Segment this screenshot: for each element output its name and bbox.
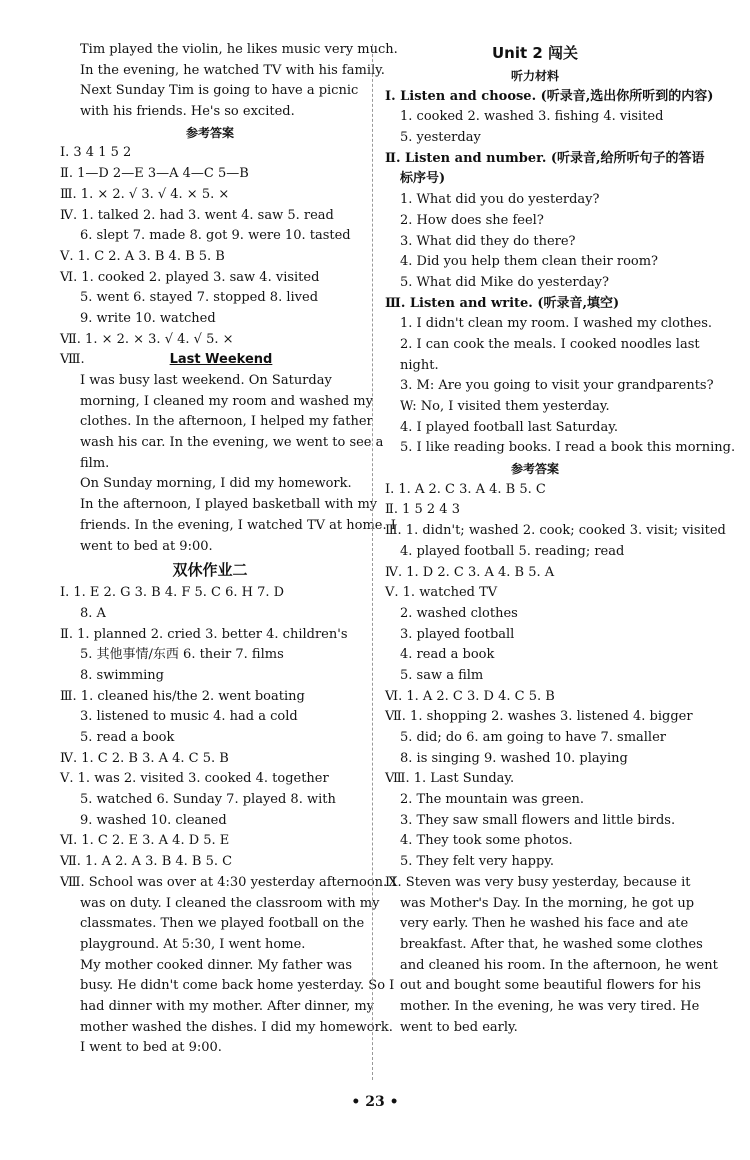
line-text: Ⅷ. xyxy=(60,352,85,368)
left-line xyxy=(60,123,360,144)
left-line xyxy=(60,81,360,102)
right-line xyxy=(385,87,714,108)
line-text: Ⅸ. Steven was very busy yesterday, because it xyxy=(385,874,691,890)
line-text: Ⅰ. 3 4 1 5 2 xyxy=(60,145,132,161)
line-text: 3. M: Are you going to visit your grandparents? xyxy=(400,378,714,394)
line-text: playground. At 5:30, I went home. xyxy=(80,936,306,952)
line-text: Ⅴ. 1. C 2. A 3. B 4. B 5. B xyxy=(60,248,225,264)
line-text: Ⅱ. Listen and number. (听录音,给所听句子的答语 xyxy=(385,150,705,166)
line-text: Ⅰ. 1. A 2. C 3. A 4. B 5. C xyxy=(385,481,546,497)
line-text: mother washed the dishes. I did my homework. xyxy=(80,1019,393,1035)
right-line xyxy=(385,873,691,894)
left-line xyxy=(60,102,360,123)
right-line xyxy=(385,438,736,459)
line-text: out and bought some beautiful flowers for his xyxy=(400,978,701,994)
line-text: with his friends. He's so excited. xyxy=(80,104,295,120)
right-line xyxy=(385,149,705,170)
line-text: and cleaned his room. In the afternoon, he went xyxy=(400,957,718,973)
line-text: very early. Then he washed his face and ate xyxy=(400,916,689,932)
line-text: 标序号) xyxy=(400,171,446,187)
line-text: 1. cooked 2. washed 3. fishing 4. visited xyxy=(400,109,664,125)
right-line xyxy=(385,40,685,66)
left-line xyxy=(60,873,397,894)
right-line xyxy=(385,935,703,956)
line-text: busy. He didn't come back home yesterday. So I xyxy=(80,978,395,994)
line-text: Ⅶ. 1. A 2. A 3. B 4. B 5. C xyxy=(60,854,233,870)
line-text: 5. did; do 6. am going to have 7. smaller xyxy=(400,730,666,745)
line-text: Ⅵ. 1. cooked 2. played 3. saw 4. visited xyxy=(60,269,320,285)
line-text: In the evening, he watched TV with his family. xyxy=(80,62,385,78)
line-text: 3. played football xyxy=(400,626,515,642)
line-text: Ⅴ. 1. was 2. visited 3. cooked 4. together xyxy=(60,771,329,787)
line-text: Ⅵ. 1. A 2. C 3. D 4. C 5. B xyxy=(385,688,555,704)
line-text: 4. Did you help them clean their room? xyxy=(400,254,659,270)
line-text: 4. I played football last Saturday. xyxy=(400,419,618,435)
right-line xyxy=(385,811,685,832)
line-text: mother. In the evening, he was very tired. He xyxy=(400,998,700,1014)
line-text: 6. slept 7. made 8. got 9. were 10. tasted xyxy=(80,228,351,244)
line-text: Ⅲ. 1. cleaned his/the 2. went boating xyxy=(60,688,305,704)
line-text: 1. What did you do yesterday? xyxy=(400,192,600,208)
line-text: 听力材料 xyxy=(510,69,559,83)
left-line xyxy=(60,537,360,558)
line-text: 4. played football 5. reading; read xyxy=(400,543,625,559)
line-text: wash his car. In the evening, we went to see a xyxy=(80,435,384,451)
line-text: night. xyxy=(400,357,439,373)
line-text: 5. watched 6. Sunday 7. played 8. with xyxy=(80,792,336,808)
right-line xyxy=(385,645,685,666)
right-line xyxy=(385,563,685,584)
right-column xyxy=(385,40,736,1038)
line-text: clothes. In the afternoon, I helped my father xyxy=(80,414,373,430)
left-line xyxy=(60,495,378,516)
line-text: 2. washed clothes xyxy=(400,605,518,621)
left-line xyxy=(60,433,384,454)
line-text: Ⅲ. 1. × 2. √ 3. √ 4. × 5. × xyxy=(60,186,230,202)
left-line xyxy=(60,976,395,997)
right-line xyxy=(385,211,685,232)
line-text: 4. They took some photos. xyxy=(400,833,573,849)
left-line xyxy=(60,350,360,371)
line-text: Unit 2 闯关 xyxy=(491,44,579,62)
line-text: breakfast. After that, he washed some clothes xyxy=(400,936,703,952)
right-line xyxy=(385,356,685,377)
line-text: 双休作业二 xyxy=(172,561,248,580)
right-line xyxy=(385,997,700,1018)
right-line xyxy=(385,707,693,728)
left-line xyxy=(60,454,360,475)
left-line xyxy=(60,749,360,770)
left-line xyxy=(60,728,360,749)
line-text: I was busy last weekend. On Saturday xyxy=(80,373,332,388)
right-line xyxy=(385,790,685,811)
left-line xyxy=(60,666,360,687)
line-text: Ⅳ. 1. D 2. C 3. A 4. B 5. A xyxy=(385,564,555,580)
line-text: 参考答案 xyxy=(510,462,559,477)
left-line xyxy=(60,583,360,604)
line-text: Ⅷ. 1. Last Sunday. xyxy=(385,771,515,787)
left-line xyxy=(60,206,360,227)
line-text: Ⅰ. Listen and choose. (听录音,选出你所听到的内容) xyxy=(385,88,714,104)
line-text: 5. 其他事情/东西 6. their 7. films xyxy=(80,647,284,663)
right-line xyxy=(385,107,685,128)
left-line xyxy=(60,1038,360,1059)
line-text: 5. What did Mike do yesterday? xyxy=(400,274,609,290)
line-text: was Mother's Day. In the morning, he got up xyxy=(400,895,695,911)
essay-title: Last Weekend xyxy=(169,352,273,368)
line-text: 9. washed 10. cleaned xyxy=(80,812,227,828)
right-line xyxy=(385,542,685,563)
line-text: was on duty. I cleaned the classroom with my xyxy=(80,895,380,911)
right-line xyxy=(385,749,685,770)
left-line xyxy=(60,997,375,1018)
right-line xyxy=(385,459,685,480)
line-text: friends. In the evening, I watched TV at home. I xyxy=(80,517,396,533)
left-line xyxy=(60,61,385,82)
line-text: 3. listened to music 4. had a cold xyxy=(80,709,298,725)
left-line xyxy=(60,371,360,392)
right-line xyxy=(385,66,685,87)
right-line xyxy=(385,169,685,190)
line-text: Ⅴ. 1. watched TV xyxy=(385,585,498,601)
left-line xyxy=(60,412,373,433)
right-line xyxy=(385,252,685,273)
left-line xyxy=(60,811,360,832)
line-text: On Sunday morning, I did my homework. xyxy=(80,476,352,492)
right-line xyxy=(385,894,695,915)
right-line xyxy=(385,232,685,253)
line-text: Ⅳ. 1. C 2. B 3. A 4. C 5. B xyxy=(60,750,229,766)
right-line xyxy=(385,769,685,790)
right-line xyxy=(385,480,685,501)
left-line xyxy=(60,268,360,289)
line-text: 5. went 6. stayed 7. stopped 8. lived xyxy=(80,290,319,306)
line-text: 参考答案 xyxy=(185,125,234,140)
left-line xyxy=(60,330,360,351)
line-text: 3. They saw small flowers and little birds. xyxy=(400,812,676,828)
line-text: went to bed at 9:00. xyxy=(80,538,213,554)
line-text: 2. I can cook the meals. I cooked noodles last xyxy=(400,336,700,352)
left-line xyxy=(60,852,360,873)
right-line xyxy=(385,625,685,646)
right-line xyxy=(385,687,685,708)
left-line xyxy=(60,516,396,537)
left-line xyxy=(60,914,365,935)
line-text: went to bed early. xyxy=(400,1019,518,1035)
line-text: 1. I didn't clean my room. I washed my clothes. xyxy=(400,316,713,332)
line-text: Ⅵ. 1. C 2. E 3. A 4. D 5. E xyxy=(60,833,230,849)
right-line xyxy=(385,956,718,977)
line-text: Ⅶ. 1. × 2. × 3. √ 4. √ 5. × xyxy=(60,331,234,347)
left-line xyxy=(60,625,360,646)
right-line xyxy=(385,500,685,521)
right-line xyxy=(385,583,685,604)
line-text: My mother cooked dinner. My father was xyxy=(80,957,353,973)
line-text: In the afternoon, I played basketball with my xyxy=(80,497,378,513)
left-line xyxy=(60,392,373,413)
left-line xyxy=(60,769,360,790)
right-line xyxy=(385,376,714,397)
left-line xyxy=(60,40,398,61)
line-text: 5. They felt very happy. xyxy=(400,854,555,870)
line-text: I went to bed at 9:00. xyxy=(80,1040,222,1056)
line-text: 5. read a book xyxy=(80,730,175,745)
line-text: 5. yesterday xyxy=(400,130,481,146)
right-line xyxy=(385,314,713,335)
line-text: Ⅱ. 1 5 2 4 3 xyxy=(385,502,460,518)
line-text: 2. How does she feel? xyxy=(400,212,544,228)
left-line xyxy=(60,474,360,495)
right-line xyxy=(385,190,685,211)
left-line xyxy=(60,557,360,583)
line-text: Ⅱ. 1. planned 2. cried 3. better 4. children's xyxy=(60,626,348,642)
line-text: Tim played the violin, he likes music very much. xyxy=(80,42,398,57)
right-line xyxy=(385,852,685,873)
line-text: Ⅲ. Listen and write. (听录音,填空) xyxy=(385,295,620,311)
line-text: 3. What did they do there? xyxy=(400,233,576,249)
line-text: 5. I like reading books. I read a book this morning. xyxy=(400,440,736,456)
line-text: 8. swimming xyxy=(80,667,164,683)
left-column xyxy=(60,40,398,1059)
right-line xyxy=(385,273,685,294)
page-number: • 23 • xyxy=(351,1094,399,1110)
right-line xyxy=(385,666,685,687)
left-line xyxy=(60,790,360,811)
right-line xyxy=(385,604,685,625)
left-line xyxy=(60,935,360,956)
line-text: Ⅷ. School was over at 4:30 yesterday afternoon. I xyxy=(60,874,397,890)
right-line xyxy=(385,521,726,542)
line-text: 9. write 10. watched xyxy=(80,310,216,326)
right-line xyxy=(385,397,685,418)
line-text: 8. A xyxy=(80,605,106,621)
left-line xyxy=(60,164,360,185)
right-line xyxy=(385,1018,685,1039)
line-text: 2. The mountain was green. xyxy=(400,792,585,808)
left-line xyxy=(60,143,360,164)
line-text: classmates. Then we played football on the xyxy=(80,916,365,932)
left-line xyxy=(60,687,360,708)
left-line xyxy=(60,707,360,728)
right-line xyxy=(385,914,689,935)
right-line xyxy=(385,418,685,439)
right-line xyxy=(385,976,701,997)
right-line xyxy=(385,831,685,852)
line-text: film. xyxy=(80,455,110,471)
line-text: 5. saw a film xyxy=(400,667,484,683)
right-line xyxy=(385,728,685,749)
column-divider xyxy=(372,44,373,1080)
right-line xyxy=(385,294,685,315)
line-text: Ⅲ. 1. didn't; washed 2. cook; cooked 3. visit; visited xyxy=(385,523,726,539)
left-line xyxy=(60,226,360,247)
left-line xyxy=(60,309,360,330)
left-line xyxy=(60,288,360,309)
left-line xyxy=(60,247,360,268)
line-text: Ⅰ. 1. E 2. G 3. B 4. F 5. C 6. H 7. D xyxy=(60,585,285,601)
line-text: W: No, I visited them yesterday. xyxy=(400,399,610,414)
right-line xyxy=(385,335,700,356)
left-line xyxy=(60,831,360,852)
left-line xyxy=(60,185,360,206)
left-line xyxy=(60,894,380,915)
left-line xyxy=(60,604,360,625)
line-text: morning, I cleaned my room and washed my xyxy=(80,393,373,409)
line-text: 4. read a book xyxy=(400,647,495,663)
right-line xyxy=(385,128,685,149)
line-text: Ⅳ. 1. talked 2. had 3. went 4. saw 5. read xyxy=(60,207,334,223)
line-text: had dinner with my mother. After dinner, my xyxy=(80,998,375,1014)
left-line xyxy=(60,645,360,666)
line-text: Next Sunday Tim is going to have a picnic xyxy=(80,83,359,99)
line-text: Ⅱ. 1—D 2—E 3—A 4—C 5—B xyxy=(60,166,249,182)
line-text: 8. is singing 9. washed 10. playing xyxy=(400,750,628,766)
left-line xyxy=(60,956,360,977)
line-text: Ⅶ. 1. shopping 2. washes 3. listened 4. bigger xyxy=(385,709,693,725)
left-line xyxy=(60,1018,393,1039)
